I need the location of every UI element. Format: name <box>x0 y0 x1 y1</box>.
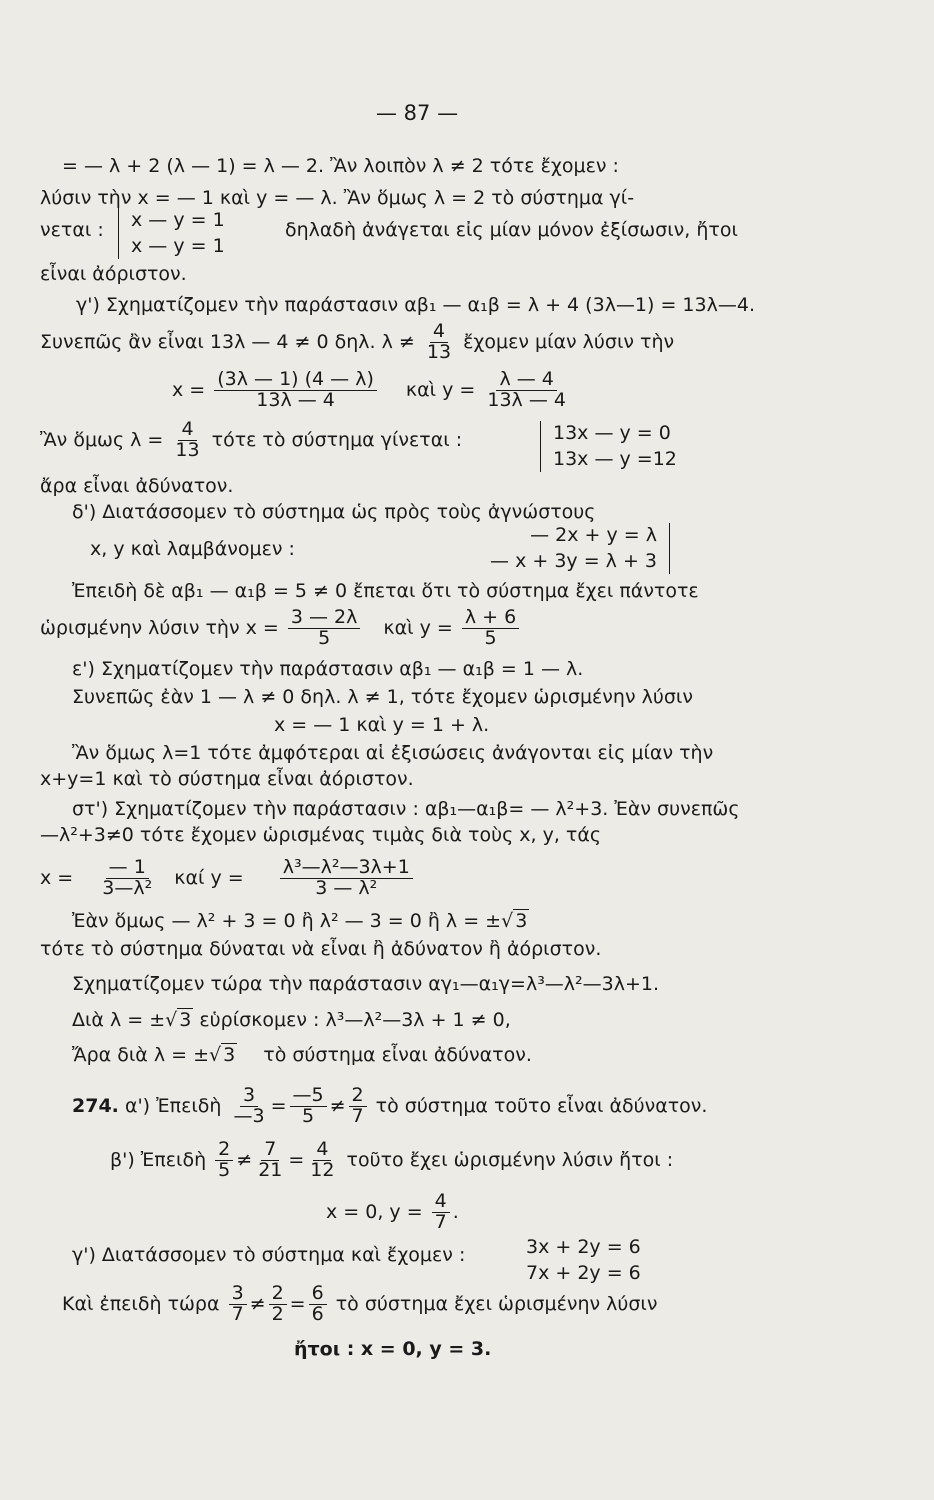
fraction <box>229 1284 247 1325</box>
denominator: 7 <box>231 1302 244 1325</box>
text-line: Ἐπειδὴ δὲ αβ₁ — α₁β = 5 ≠ 0 ἔπεται ὅτι τὸ σύστημα ἔχει πάντοτε <box>72 580 699 602</box>
equation-system <box>118 208 225 259</box>
text-line: νεται : <box>40 219 104 241</box>
sqrt-icon: √ <box>501 910 514 932</box>
fraction <box>424 322 454 363</box>
denominator: 3 — λ² <box>315 876 378 899</box>
numerator: λ — 4 <box>496 370 556 391</box>
formula-line <box>40 858 416 899</box>
denominator: 13 <box>175 438 200 461</box>
fraction <box>280 858 413 899</box>
text: Ἄρα διὰ λ = ± <box>72 1044 210 1066</box>
numerator: 6 <box>309 1284 327 1305</box>
text-line: γ') Διατάσσομεν τὸ σύστημα καὶ ἔχομεν : <box>72 1244 466 1266</box>
equation: 13x — y =12 <box>553 447 677 470</box>
denominator: 3—λ² <box>102 876 153 899</box>
formula-line <box>72 912 529 931</box>
denominator: 5 <box>218 1158 231 1181</box>
numerator: 7 <box>261 1140 279 1161</box>
text-line: δηλαδὴ ἀνάγεται εἰς μίαν μόνον ἐξίσωσιν, ἤτοι <box>285 219 738 241</box>
denominator: 5 <box>318 626 331 649</box>
fraction <box>462 608 519 649</box>
text-line: ε') Σχηματίζομεν τὴν παράστασιν αβ₁ — α₁β = 1 — λ. <box>72 658 584 680</box>
fraction <box>231 1086 268 1127</box>
text: τὸ σύστημα τοῦτο εἶναι ἀδύνατον. <box>375 1094 708 1117</box>
text: τὸ σύστημα ἔχει ὡρισμένην λύσιν <box>335 1292 658 1315</box>
text-line: x = — 1 καὶ y = 1 + λ. <box>274 714 490 736</box>
formula-line: x = 0, y = $\frac{4}{7}$ . <box>326 1190 459 1233</box>
numerator: (3λ — 1) (4 — λ) <box>214 370 377 391</box>
numerator: 4 <box>313 1140 331 1161</box>
text-line: Σχηματίζομεν τώρα τὴν παράστασιν αγ₁—α₁γ=λ³—λ²—3λ+1. <box>72 973 660 995</box>
denominator: 13λ — 4 <box>487 388 566 411</box>
numerator: 3 <box>240 1086 258 1107</box>
text: Διὰ λ = ± <box>72 1009 166 1031</box>
denominator: 13 <box>426 340 452 363</box>
numerator: — 1 <box>106 858 149 879</box>
numerator: 2 <box>215 1140 233 1161</box>
formula-line: β') Ἐπειδὴ $\frac{2}{5}$ ≠ $\frac{7}{21}$ = $\frac{4}{12}$ τοῦτο ἔχει ὡρισμένην λύσιν ἤτοι : <box>110 1138 674 1181</box>
text-line: Ἂν ὅμως λ=1 τότε ἀμφότεραι αἱ ἐξισώσεις ἀνάγονται εἰς μίαν τὴν <box>72 742 714 764</box>
denominator: 7 <box>351 1104 364 1127</box>
formula-line <box>72 1011 511 1030</box>
denominator: 5 <box>302 1104 315 1127</box>
numerator: 3 <box>229 1284 247 1305</box>
sqrt-icon: √ <box>165 1009 178 1031</box>
numerator: 4 <box>430 322 448 343</box>
fraction <box>309 1284 327 1325</box>
radicand: 3 <box>179 1009 192 1031</box>
fraction <box>432 1192 450 1233</box>
numerator: —5 <box>290 1086 327 1107</box>
radicand: 3 <box>515 910 528 932</box>
equation-system <box>395 523 670 574</box>
text: ὡρισμένην λύσιν τὴν x = <box>40 616 279 639</box>
numerator: 3 — 2λ <box>288 608 361 629</box>
text: τότε τὸ σύστημα γίνεται : <box>211 428 463 451</box>
text: β') Ἐπειδὴ <box>110 1148 207 1171</box>
numerator: 4 <box>432 1192 450 1213</box>
text-line: λύσιν τὴν x = — 1 καὶ y = — λ. Ἂν ὅμως λ = 2 τὸ σύστημα γί- <box>40 187 635 209</box>
formula-line <box>40 420 462 461</box>
fraction <box>269 1284 287 1325</box>
text: Συνεπῶς ἂν εἶναι 13λ — 4 ≠ 0 δηλ. λ ≠ <box>40 330 415 353</box>
fraction <box>215 1140 233 1181</box>
text: x = 0, y = <box>326 1200 423 1223</box>
text: τοῦτο ἔχει ὡρισμένην λύσιν ἤτοι : <box>346 1148 674 1171</box>
text: x = <box>172 378 206 401</box>
text-line: τότε τὸ σύστημα δύναται νὰ εἶναι ἢ ἀδύνατον ἢ ἀόριστον. <box>40 938 602 960</box>
fraction <box>484 370 569 411</box>
text: εὑρίσκομεν : λ³—λ²—3λ + 1 ≠ 0, <box>199 1009 511 1031</box>
denominator: 7 <box>434 1210 447 1233</box>
equation-system <box>526 1235 641 1286</box>
text-line: δ') Διατάσσομεν τὸ σύστημα ὡς πρὸς τοὺς ἀγνώστους <box>72 501 596 523</box>
fraction <box>288 608 361 649</box>
text: ἔχομεν μίαν λύσιν τὴν <box>463 330 675 353</box>
text: τὸ σύστημα εἶναι ἀδύνατον. <box>263 1044 532 1066</box>
text-line: Συνεπῶς ἐὰν 1 — λ ≠ 0 δηλ. λ ≠ 1, τότε ἔχομεν ὡρισμένην λύσιν <box>72 686 693 708</box>
text: α') Ἐπειδὴ <box>124 1094 222 1117</box>
formula-line <box>40 608 522 649</box>
numerator: 2 <box>269 1284 287 1305</box>
text: Ἂν ὅμως λ = <box>40 428 164 451</box>
equation-system <box>540 421 677 472</box>
fraction <box>172 420 202 461</box>
denominator: 2 <box>271 1302 284 1325</box>
text: καὶ y = <box>405 378 476 401</box>
text-line: εἶναι ἀόριστον. <box>40 263 187 285</box>
text: Καὶ ἐπειδὴ τώρα <box>62 1292 220 1315</box>
denominator: 12 <box>310 1158 335 1181</box>
exercise-number: 274. <box>72 1094 119 1117</box>
numerator: λ + 6 <box>462 608 519 629</box>
formula-line <box>72 1046 532 1065</box>
numerator: 2 <box>349 1086 367 1107</box>
text-line: ἄρα εἶναι ἀδύνατον. <box>40 475 234 497</box>
fraction <box>99 858 155 899</box>
text: Ἐὰν ὅμως — λ² + 3 = 0 ἢ λ² — 3 = 0 ἢ λ = ± <box>72 910 502 932</box>
equation: 3x + 2y = 6 <box>526 1236 641 1258</box>
formula-line: 274. α') Ἐπειδὴ $\frac{3}{—3}$ = $\frac{—5}{5}$ ≠ $\frac{2}{7}$ τὸ σύστημα τοῦτο εἶναι ἀδύνατον. <box>72 1084 708 1127</box>
equation: x — y = 1 <box>131 209 225 231</box>
denominator: 13λ — 4 <box>256 388 335 411</box>
equation: — 2x + y = λ <box>530 524 657 546</box>
equation: — x + 3y = λ + 3 <box>490 549 657 572</box>
numerator: λ³—λ²—3λ+1 <box>280 858 413 879</box>
text: καὶ y = <box>383 616 453 639</box>
fraction <box>255 1140 285 1181</box>
fraction <box>290 1086 327 1127</box>
radicand: 3 <box>223 1044 236 1066</box>
equation: x — y = 1 <box>131 234 225 257</box>
denominator: 6 <box>311 1302 324 1325</box>
denominator: —3 <box>233 1104 265 1127</box>
text-line: —λ²+3≠0 τότε ἔχομεν ὡρισμένας τιμὰς διὰ τοὺς x, y, τάς <box>40 824 602 846</box>
text-line: στ') Σχηματίζομεν τὴν παράστασιν : αβ₁—α₁β= — λ²+3. Ἐὰν συνεπῶς <box>72 798 740 820</box>
fraction <box>349 1086 367 1127</box>
text-line: x, y καὶ λαμβάνομεν : <box>90 538 295 560</box>
text-line: = — λ + 2 (λ — 1) = λ — 2. Ἂν λοιπὸν λ ≠ 2 τότε ἔχομεν : <box>62 155 619 177</box>
text: x = <box>40 866 74 889</box>
formula-line: Καὶ ἐπειδὴ τώρα $\frac{3}{7}$ ≠ $\frac{2}{2}$ = $\frac{6}{6}$ τὸ σύστημα ἔχει ὡρισμένην λύσιν <box>62 1282 658 1325</box>
text: καί y = <box>174 866 244 889</box>
equation: 13x — y = 0 <box>553 422 671 444</box>
page-number: — 87 — <box>376 101 459 125</box>
text-line: x+y=1 καὶ τὸ σύστημα εἶναι ἀόριστον. <box>40 768 414 790</box>
formula-line <box>40 322 674 363</box>
text-line: ἤτοι : x = 0, y = 3. <box>294 1338 492 1360</box>
formula-line <box>172 370 572 411</box>
denominator: 5 <box>484 626 497 649</box>
fraction <box>307 1140 337 1181</box>
text-line: γ') Σχηματίζομεν τὴν παράστασιν αβ₁ — α₁β = λ + 4 (3λ—1) = 13λ—4. <box>76 294 755 316</box>
fraction <box>214 370 377 411</box>
numerator: 4 <box>178 420 196 441</box>
sqrt-icon: √ <box>209 1044 222 1066</box>
equation: 7x + 2y = 6 <box>526 1261 641 1284</box>
denominator: 21 <box>258 1158 283 1181</box>
